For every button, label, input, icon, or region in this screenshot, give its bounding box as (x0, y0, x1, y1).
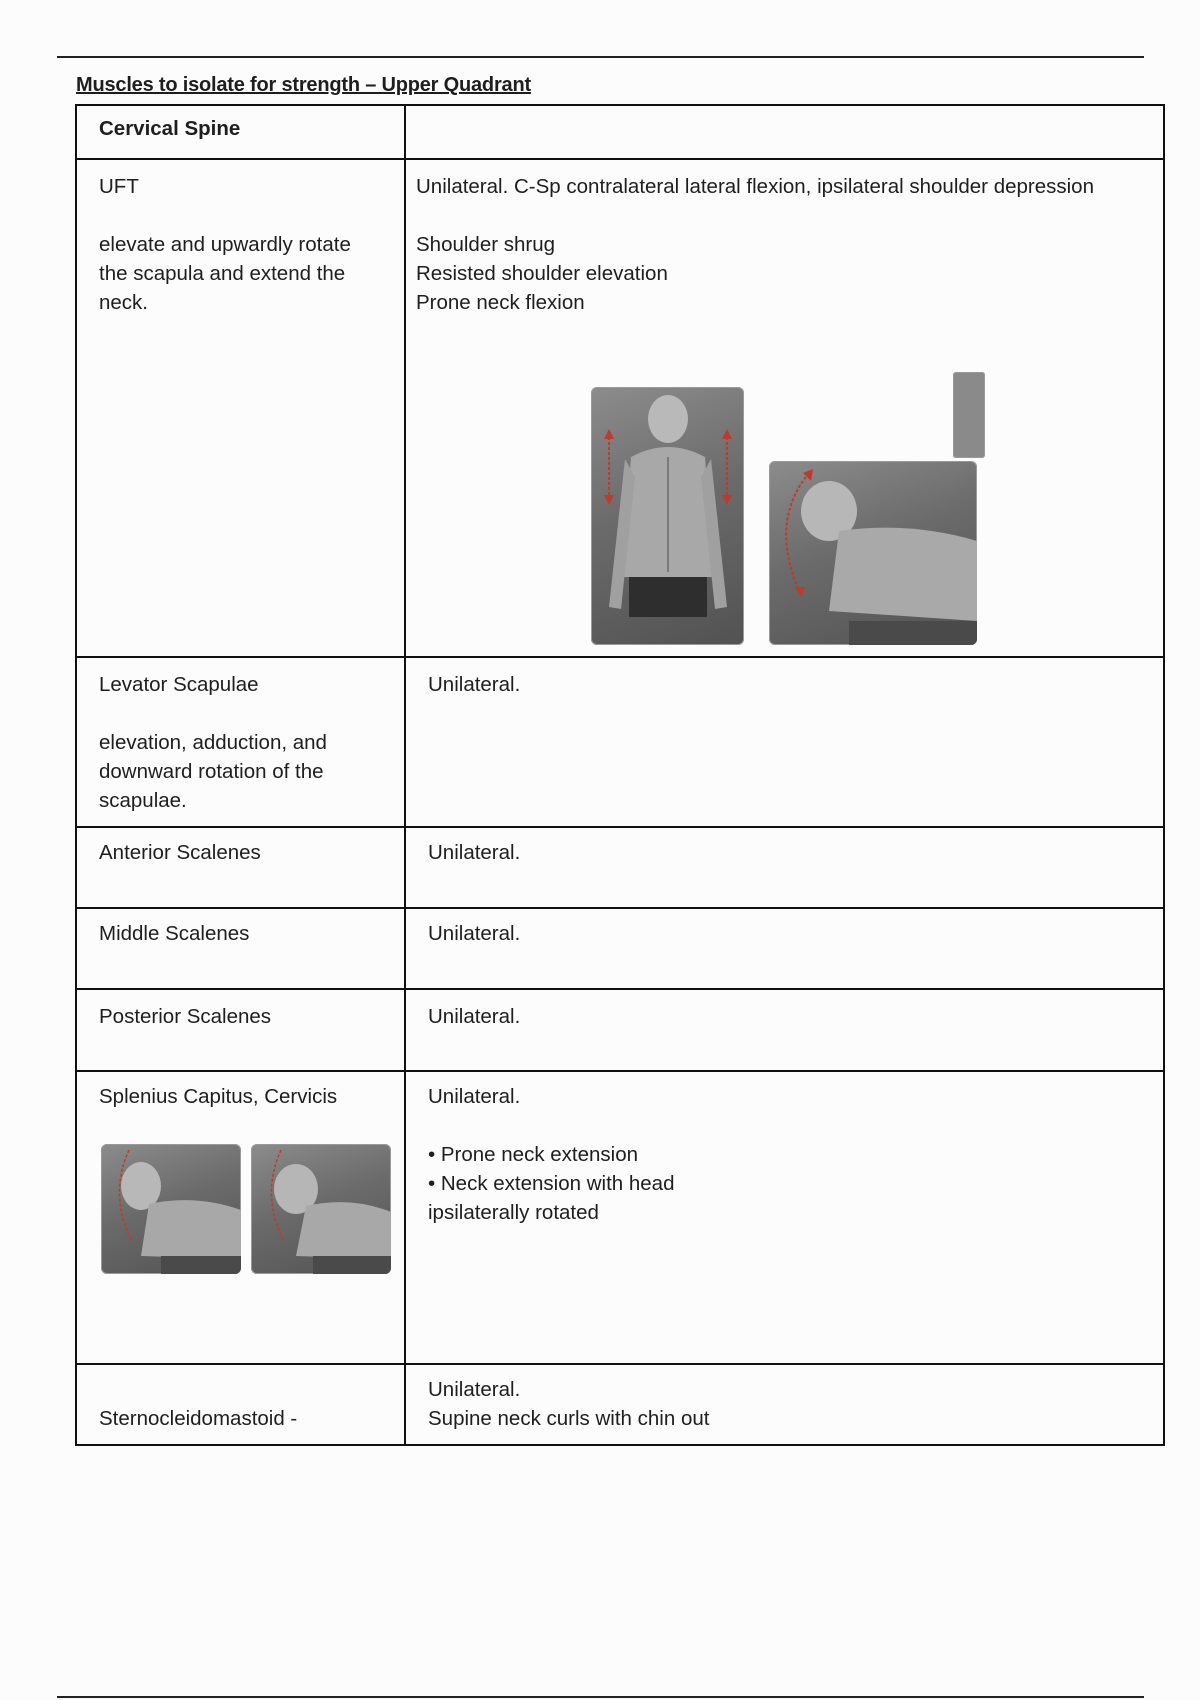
exercise-bullet-continuation: ipsilaterally rotated (428, 1201, 599, 1224)
muscle-name: Levator Scapulae (99, 673, 259, 696)
table-row (76, 1071, 1164, 1364)
bottom-rule (57, 1696, 1144, 1698)
exercise-item: Prone neck flexion (416, 291, 585, 314)
exercise-bullet: • Prone neck extension (428, 1143, 639, 1166)
muscle-name: Posterior Scalenes (99, 1005, 272, 1028)
prone-neck-flexion-photo (769, 461, 977, 645)
table-header-row (76, 105, 1164, 159)
exercise-bullet: • Neck extension with head (428, 1172, 675, 1195)
muscle-note: Unilateral. C-Sp contralateral lateral flexion, ipsilateral shoulder depression (416, 175, 1094, 198)
muscle-note: Unilateral. (428, 922, 521, 945)
muscle-name: Middle Scalenes (99, 922, 250, 945)
exercise-item: Resisted shoulder elevation (416, 262, 668, 285)
muscle-name: Sternocleidomastoid - (99, 1407, 298, 1430)
table-row (76, 657, 1164, 827)
shoulder-shrug-photo (591, 387, 744, 645)
muscle-note: Unilateral. (428, 1005, 521, 1028)
cropped-photo-fragment (953, 372, 985, 458)
page-title: Muscles to isolate for strength – Upper Quadrant (76, 74, 531, 96)
top-rule (57, 56, 1144, 58)
muscle-action-line: downward rotation of the (99, 760, 324, 783)
table-row (76, 1364, 1164, 1445)
muscle-note: Unilateral. (428, 841, 521, 864)
exercise-item: Supine neck curls with chin out (428, 1407, 710, 1430)
muscle-action-line: the scapula and extend the (99, 262, 346, 285)
table-row (76, 989, 1164, 1071)
muscle-action-line: scapulae. (99, 789, 187, 812)
rotated-neck-extension-photo (251, 1144, 391, 1274)
muscle-action-line: elevate and upwardly rotate (99, 233, 351, 256)
muscle-note: Unilateral. (428, 673, 521, 696)
section-heading: Cervical Spine (99, 117, 241, 140)
muscle-name: Splenius Capitus, Cervicis (99, 1085, 338, 1108)
muscle-name: Anterior Scalenes (99, 841, 261, 864)
muscle-action-line: neck. (99, 291, 148, 314)
muscle-name: UFT (99, 175, 139, 198)
table-row (76, 827, 1164, 908)
section-heading-right (406, 106, 1163, 116)
muscle-table (75, 104, 1165, 1446)
muscle-action-line: elevation, adduction, and (99, 731, 327, 754)
muscle-note: Unilateral. (428, 1378, 521, 1401)
table-row (76, 159, 1164, 657)
prone-neck-extension-photo (101, 1144, 241, 1274)
table-row (76, 908, 1164, 989)
exercise-item: Shoulder shrug (416, 233, 556, 256)
muscle-note: Unilateral. (428, 1085, 521, 1108)
